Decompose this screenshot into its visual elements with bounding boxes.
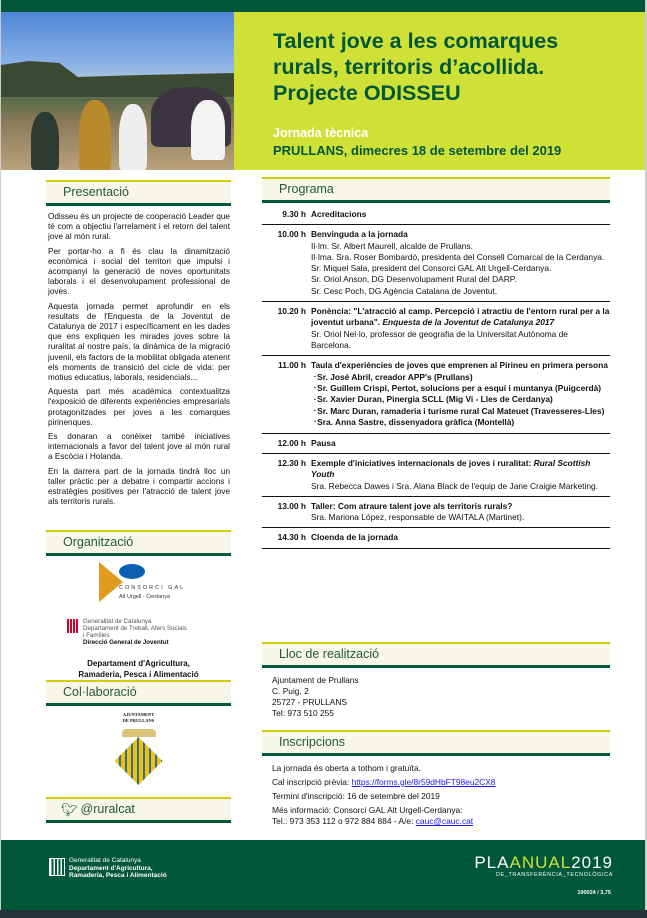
footer-gen: Generalitat de Catalunya — [69, 857, 141, 864]
title-text: Taula d'experiències de joves que emprenen al Pirineu en primera persona — [311, 360, 608, 371]
pla-anual-logo — [474, 854, 613, 878]
generalitat-emblem-icon — [49, 858, 65, 876]
presentacio-text — [48, 212, 230, 511]
programme-speaker: Il·lm. Sr. Albert Maurell, alcalde de Prullans. — [311, 240, 473, 251]
programme-title — [311, 458, 610, 481]
registration-details — [272, 763, 495, 827]
programme-title — [311, 438, 610, 449]
email-link[interactable]: cauc@cauc.cat — [415, 816, 474, 826]
gen-line: Generalitat de Catalunya — [83, 618, 152, 625]
paragraph: Per portar-ho a fi és clau la dinamització econòmica i social del territori que impulsi i acompanyi la generació de noves oportunitats laborals i el desenvolupament professional de joves. — [48, 246, 230, 297]
open-text: La jornada és oberta a tothom i gratuïta. — [272, 763, 421, 773]
subtitle: Jornada tècnica — [273, 126, 369, 140]
programme-title — [311, 229, 610, 240]
footer-dept — [69, 857, 167, 880]
paragraph: Es donaran a conèixer també iniciatives internacionals a favor del talent jove al món rural a Escòcia i Holanda. — [48, 432, 230, 462]
ajuntament-line: AJUNTAMENT — [122, 712, 155, 717]
venue-line: 25727 - PRULLANS — [272, 697, 347, 707]
programme-time: 11.00 h — [278, 360, 306, 371]
ajuntament-prullans-logo — [101, 712, 176, 785]
footer — [1, 840, 645, 910]
title-text: Exemple d'iniciatives internacionals de joves i ruralitat: — [311, 457, 534, 468]
title-text: Ponència: "L'atracció al camp. Percepció i atractiu de l'entorn rural per a la joventut urbana". — [311, 306, 610, 328]
info-text: Més informació: Consorci GAL Alt Urgell-Cerdanya: — [272, 805, 463, 815]
programme-title — [311, 360, 610, 371]
generalitat-emblem-icon — [67, 619, 79, 633]
dateline: PRULLANS, dimecres 18 de setembre del 2019 — [273, 143, 562, 158]
programme-speaker: Sra. Rebecca Dawes i Sra. Alana Black de l'equip de Jane Craigie Marketing. — [311, 480, 598, 491]
title-text: Benvinguda a la jornada — [311, 229, 408, 240]
programme-speaker: Sr. Cesc Poch, DG Agència Catalana de Joventut. — [311, 285, 498, 296]
top-bar — [1, 0, 645, 12]
programme-item — [262, 528, 610, 548]
programme-speaker: Il·lma. Sra. Roser Bombardó, presidenta del Consell Comarcal de la Cerdanya. — [311, 251, 605, 262]
hero-banner — [234, 12, 645, 170]
footer-code: 190024 / 3,75 — [577, 890, 611, 896]
registration-link[interactable]: https://forms.gle/8r59dHbFT98eu2CX8 — [351, 777, 496, 787]
title-text: Pausa — [311, 437, 336, 448]
section-header-inscripcions: Inscripcions — [262, 730, 610, 756]
programme-item — [262, 434, 610, 454]
programme-time: 10.20 h — [277, 306, 306, 317]
title-italic: Enquesta de la Joventut de Catalunya 2017 — [382, 317, 555, 328]
twitter-bar[interactable] — [46, 797, 231, 823]
dept-line: Departament d'Agricultura, — [87, 659, 190, 668]
direccio-general: Direcció General de Joventut — [83, 639, 169, 646]
programme-time: 14.30 h — [277, 532, 306, 543]
phone-text: Tel.: 973 353 112 o 972 884 884 - A/e: — [272, 816, 416, 826]
section-header-lloc: Lloc de realització — [262, 642, 610, 668]
programme-title — [311, 209, 610, 220]
registration-line — [272, 777, 495, 788]
programme-title — [311, 501, 610, 512]
programme-time: 13.00 h — [277, 500, 306, 511]
venue-line: Ajuntament de Prullans — [272, 675, 359, 685]
footer-dept-line: Ramaderia, Pesca i Alimentació — [69, 872, 167, 879]
logo-anual: ANUAL — [509, 853, 572, 872]
programme-time: 12.30 h — [277, 457, 306, 468]
programme-speaker: Sr. Oriol Nel·lo, professor de geografia de la Universitat Autònoma de Barcelona. — [311, 328, 568, 350]
consorci-name: CONSORCI GAL — [119, 585, 186, 591]
programme-title — [311, 306, 610, 329]
programme-title — [311, 532, 610, 543]
logo-pla: PLA — [474, 853, 510, 872]
paragraph: Aquesta part més acadèmica contextualitza l'exposició de diferents experiències empresarials protagonitzades per joves a les comarques pirinenques. — [48, 387, 230, 427]
footer-dept-line: Departament d'Agricultura, — [69, 864, 153, 872]
twitter-bird-icon: 🐦︎ — [61, 802, 78, 817]
dept-agricultura — [46, 658, 231, 680]
twitter-handle[interactable]: @ruralcat — [80, 802, 135, 816]
programme-bullet: ▪ Sr. Xavier Duran, Pinergia SCLL (Mig Vi - Lles de Cerdanya) — [311, 394, 610, 405]
section-header-collaboracio: Col·laboració — [46, 680, 231, 706]
programme-speaker: Sra. Mariona López, responsable de WAITALA (Martinet). — [311, 512, 525, 523]
programme-speaker: Sr. Miquel Sala, president del Consorci GAL Alt Urgell-Cerdanya. — [311, 263, 552, 274]
programme-item — [262, 205, 610, 225]
section-header-programa: Programa — [262, 177, 610, 203]
event-photo — [1, 12, 234, 170]
paragraph: Aquesta jornada permet aprofundir en els resultats de l'Enquesta de la Joventut de Catalunya de 2017 i específicament en les dades que ens expliquen les mirades joves sobre la ruralitat al nostre país, la dinàmica de la migració juvenil, els factors de la mobilitat obligada atenent els moments de transició del cicle de vida: per motius educatius, laborals, residencials... — [48, 301, 230, 383]
title-line: Talent jove a les comarques — [273, 29, 559, 53]
title-text: Cloenda de la jornada — [311, 532, 399, 543]
deadline-text: Termini d'inscripció: 16 de setembre del 2019 — [272, 791, 440, 801]
logo-tagline: DE_TRANSFERÈNCIA_TECNOLÒGICA — [495, 872, 613, 878]
programme-bullet: ▪ Sr. Marc Duran, ramaderia i turisme rural Cal Mateuet (Travesseres-Lles) — [311, 406, 610, 417]
title-italic: Rural Scottish Youth — [311, 457, 591, 480]
flyer-page — [1, 0, 645, 918]
paragraph: Odisseu és un projecte de cooperació Leader que té com a objectiu l'arrelament i el retorn del talent jove al món rural. — [48, 212, 230, 242]
gen-line: Departament de Treball, Afers Socials — [83, 625, 187, 632]
generalitat-treball-logo — [46, 618, 231, 658]
organizers-logos — [46, 560, 231, 680]
consorci-gal-logo — [46, 560, 231, 618]
programme-time: 9.30 h — [282, 209, 306, 219]
title-line: rurals, territoris d’acollida. — [273, 55, 545, 79]
ajuntament-line: DE PRULLANS — [122, 718, 155, 723]
consorci-subname: Alt Urgell - Cerdanya — [119, 594, 171, 600]
title-text: Taller: Com atraure talent jove als territoris rurals? — [311, 500, 513, 511]
title-line: Projecte ODISSEU — [273, 81, 461, 105]
programme-bullet: ▪ Sra. Anna Sastre, dissenyadora gràfica (Montellà) — [311, 417, 610, 428]
page-title — [273, 28, 558, 106]
programme-list — [262, 205, 610, 549]
programme-item — [262, 356, 610, 433]
venue-line: Tel: 973 510 255 — [272, 708, 334, 718]
bottom-bar — [0, 910, 647, 918]
programme-time: 10.00 h — [277, 229, 306, 240]
logo-year: 2019 — [571, 853, 613, 872]
venue-details — [272, 675, 359, 719]
contact-line — [272, 816, 495, 827]
coat-of-arms-icon — [122, 729, 156, 737]
programme-speaker: Sr. Oriol Anson, DG Desenvolupament Rural del DARP. — [311, 274, 517, 285]
dept-line: Ramaderia, Pesca i Alimentació — [78, 670, 199, 679]
programme-time: 12.00 h — [277, 437, 306, 448]
section-header-presentacio: Presentació — [46, 180, 231, 206]
programme-item — [262, 225, 610, 302]
gen-line: i Famílies — [83, 632, 110, 639]
title-text: Acreditacions — [311, 209, 367, 219]
venue-line: C. Puig, 2 — [272, 686, 309, 696]
registration-label: Cal inscripció prèvia: — [272, 777, 352, 787]
paragraph: En la darrera part de la jornada tindrà lloc un taller pràctic per a debatre i compartir accions i estratègies positives per l'atracció de talent jove als territoris rurals. — [48, 466, 230, 507]
programme-item — [262, 497, 610, 529]
programme-bullet: ▪ Sr. José Abril, creador APP's (Prullans) — [311, 372, 610, 383]
programme-bullet: ▪ Sr. Guillem Crispí, Pertot, solucions per a esquí i muntanya (Puigcerdà) — [311, 383, 610, 394]
programme-item — [262, 302, 610, 356]
section-header-organitzacio: Organització — [46, 530, 231, 556]
programme-item — [262, 454, 610, 497]
